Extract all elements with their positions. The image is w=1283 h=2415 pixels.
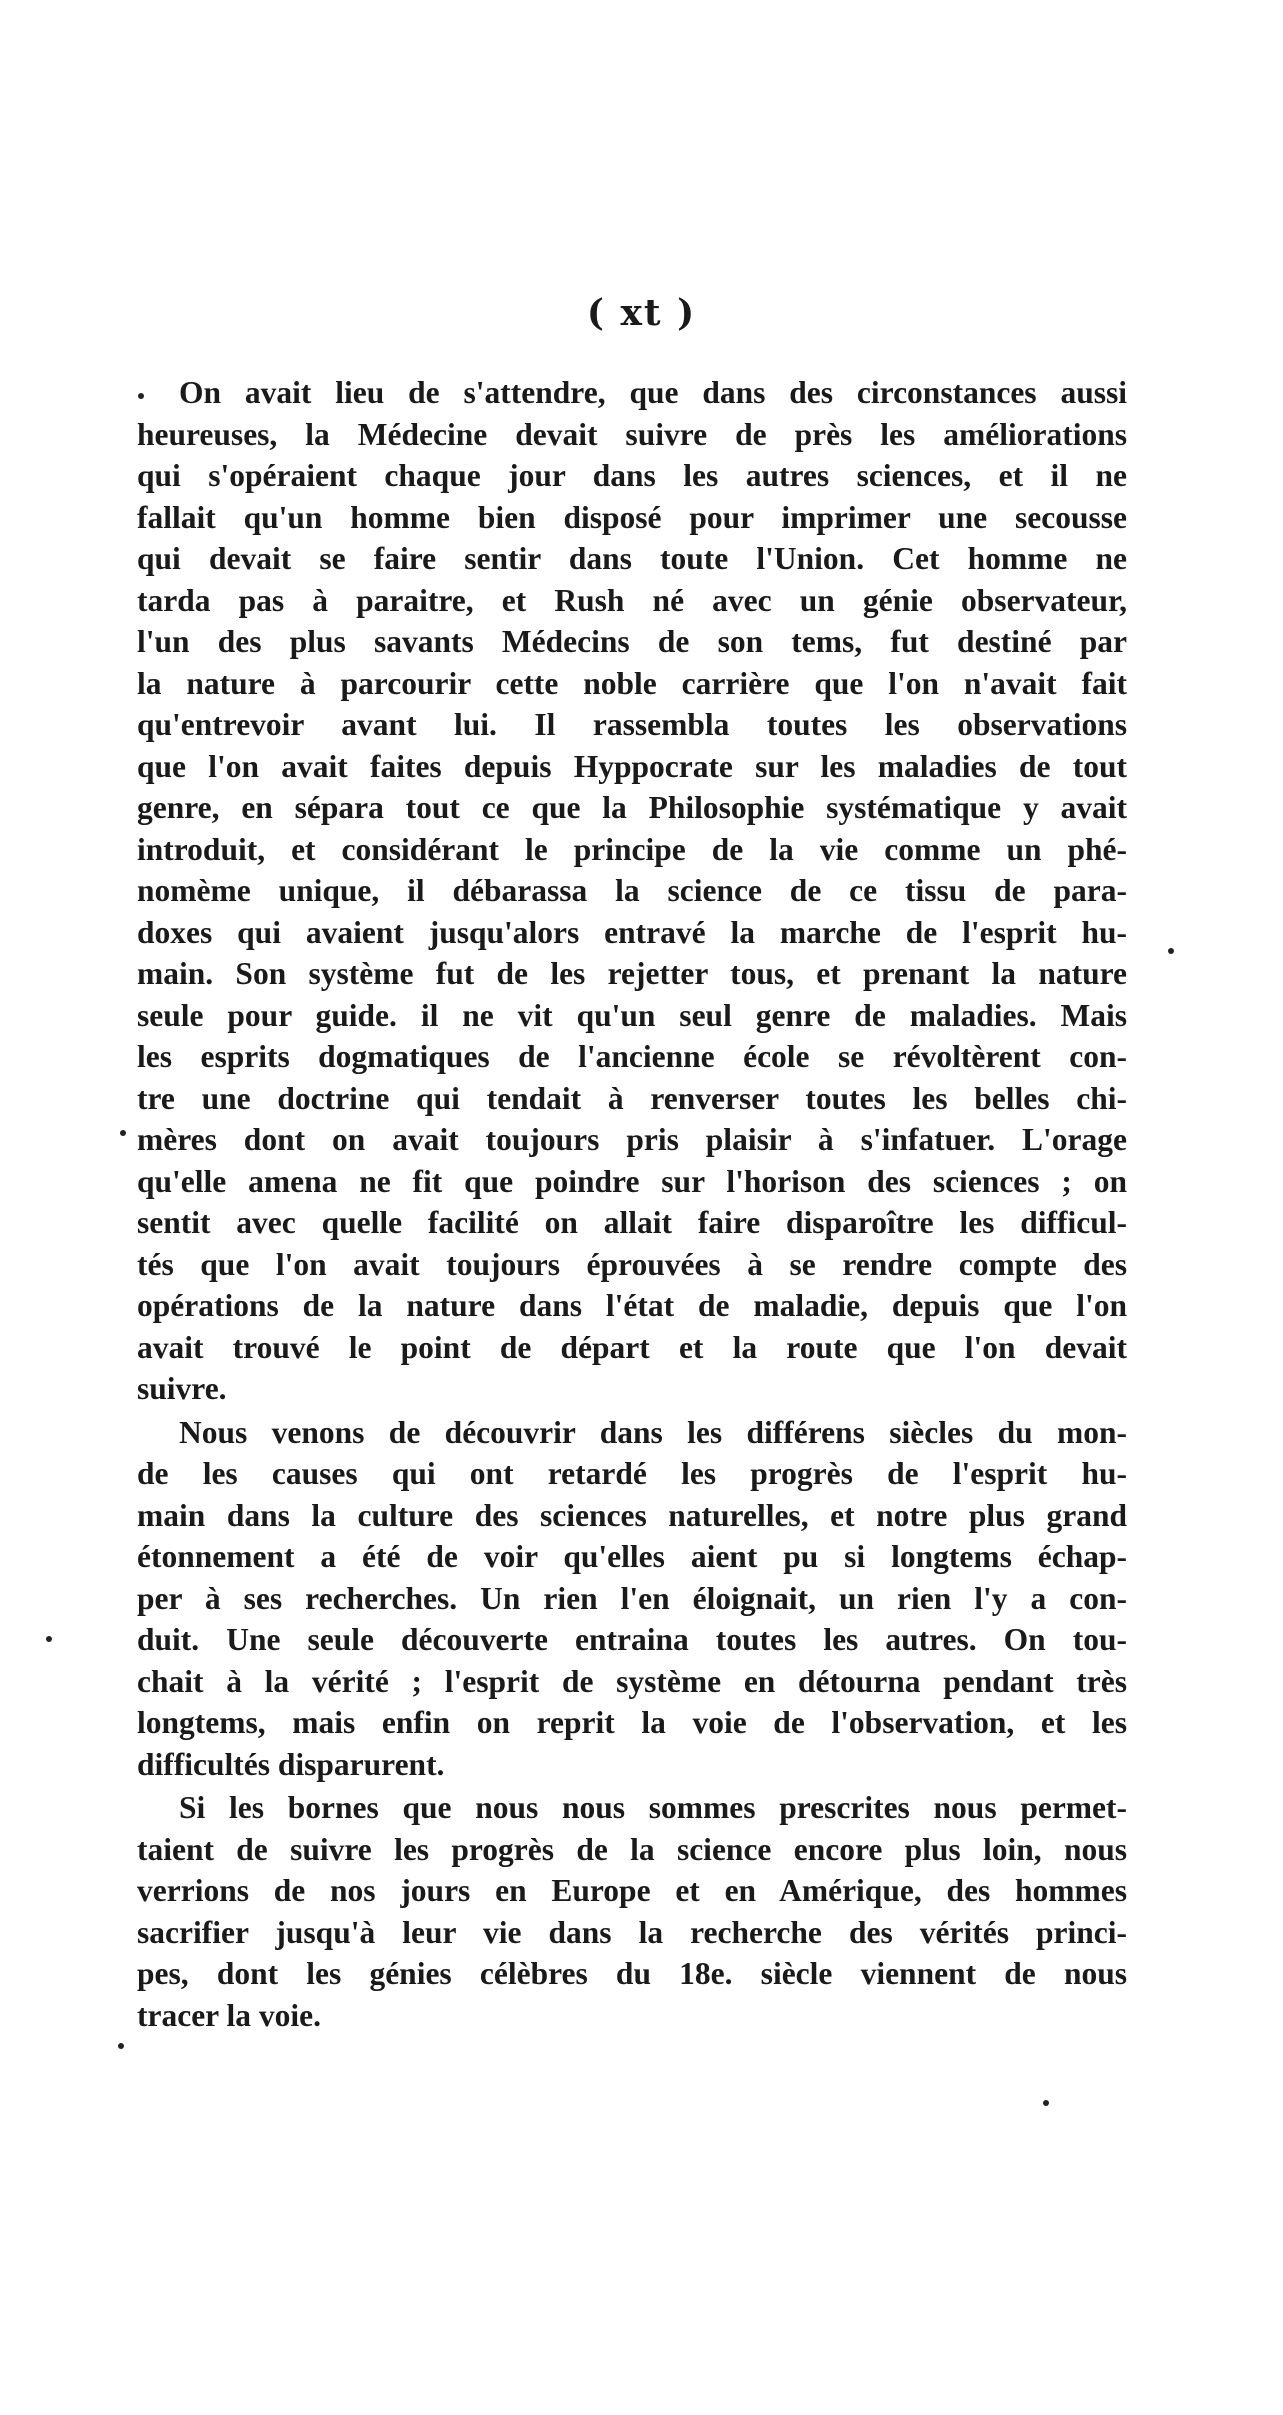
text-line: opérations de la nature dans l'état de maladie, depuis que l'on: [137, 1288, 1127, 1323]
text-line: suivre.: [137, 1371, 227, 1406]
text-line: per à ses recherches. Un rien l'en éloignait, un rien l'y a con-: [137, 1580, 1127, 1616]
text-line: sacrifier jusqu'à leur vie dans la recherche des vérités princi-: [137, 1914, 1127, 1950]
print-speck: [1043, 2100, 1049, 2106]
text-line: qui devait se faire sentir dans toute l'Union. Cet homme ne: [137, 541, 1127, 576]
text-line: fallait qu'un homme bien disposé pour imprimer une secousse: [137, 499, 1127, 535]
text-line: avait trouvé le point de départ et la route que l'on devait: [137, 1329, 1127, 1365]
text-line: difficultés disparurent.: [137, 1746, 445, 1782]
text-line: la nature à parcourir cette noble carrière que l'on n'avait fait: [137, 665, 1127, 701]
text-line: Nous venons de découvrir dans les différens siècles du mon-: [179, 1414, 1127, 1450]
text-line: sentit avec quelle facilité on allait faire disparoître les difficul-: [137, 1205, 1127, 1240]
text-line: tarda pas à paraitre, et Rush né avec un génie observateur,: [137, 582, 1127, 618]
paragraph-1: [137, 372, 1127, 1410]
text-line: tracer la voie.: [137, 1997, 321, 2033]
text-line: introduit, et considérant le principe de la vie comme un phé-: [137, 831, 1127, 867]
text-line: nomème unique, il débarassa la science de ce tissu de para-: [137, 873, 1127, 908]
text-line: mères dont on avait toujours pris plaisir à s'infatuer. L'orage: [137, 1122, 1127, 1157]
text-line: les esprits dogmatiques de l'ancienne école se révoltèrent con-: [137, 1039, 1127, 1074]
text-line: longtems, mais enfin on reprit la voie de l'observation, et les: [137, 1705, 1127, 1740]
text-line: l'un des plus savants Médecins de son tems, fut destiné par: [137, 624, 1127, 659]
print-speck: [138, 393, 144, 399]
text-line: main. Son système fut de les rejetter tous, et prenant la nature: [137, 956, 1127, 991]
paragraph-3: [137, 1787, 1127, 2036]
text-line: tés que l'on avait toujours éprouvées à se rendre compte des: [137, 1246, 1127, 1282]
page-number: ( xt ): [586, 292, 697, 334]
print-speck: [1168, 948, 1174, 954]
text-line: qui s'opéraient chaque jour dans les autres sciences, et il ne: [137, 458, 1127, 493]
text-line: seule pour guide. il ne vit qu'un seul genre de maladies. Mais: [137, 997, 1127, 1033]
text-line: chait à la vérité ; l'esprit de système en détourna pendant très: [137, 1663, 1127, 1699]
text-line: On avait lieu de s'attendre, que dans des circonstances aussi: [179, 375, 1127, 410]
text-line: pes, dont les génies célèbres du 18e. siècle viennent de nous: [137, 1956, 1127, 1991]
text-line: main dans la culture des sciences naturelles, et notre plus grand: [137, 1497, 1127, 1533]
paragraph-2: [137, 1412, 1127, 1786]
print-speck: [118, 2043, 124, 2049]
text-line: Si les bornes que nous nous sommes prescrites nous permet-: [179, 1790, 1127, 1825]
print-speck: [120, 1130, 126, 1136]
text-line: duit. Une seule découverte entraina toutes les autres. On tou-: [137, 1622, 1127, 1657]
text-line: que l'on avait faites depuis Hyppocrate sur les maladies de tout: [137, 748, 1127, 784]
text-line: doxes qui avaient jusqu'alors entravé la marche de l'esprit hu-: [137, 914, 1127, 950]
text-line: genre, en sépara tout ce que la Philosophie systématique y avait: [137, 790, 1127, 825]
text-line: heureuses, la Médecine devait suivre de près les améliorations: [137, 416, 1127, 452]
text-line: qu'entrevoir avant lui. Il rassembla toutes les observations: [137, 707, 1127, 742]
body-text: [137, 372, 1127, 2036]
text-line: tre une doctrine qui tendait à renverser toutes les belles chi-: [137, 1080, 1127, 1116]
text-line: étonnement a été de voir qu'elles aient pu si longtems échap-: [137, 1539, 1127, 1574]
text-line: taient de suivre les progrès de la science encore plus loin, nous: [137, 1831, 1127, 1867]
print-speck: [46, 1636, 52, 1642]
text-line: verrions de nos jours en Europe et en Amérique, des hommes: [137, 1873, 1127, 1908]
text-line: de les causes qui ont retardé les progrès de l'esprit hu-: [137, 1456, 1127, 1491]
text-line: qu'elle amena ne fit que poindre sur l'horison des sciences ; on: [137, 1163, 1127, 1199]
